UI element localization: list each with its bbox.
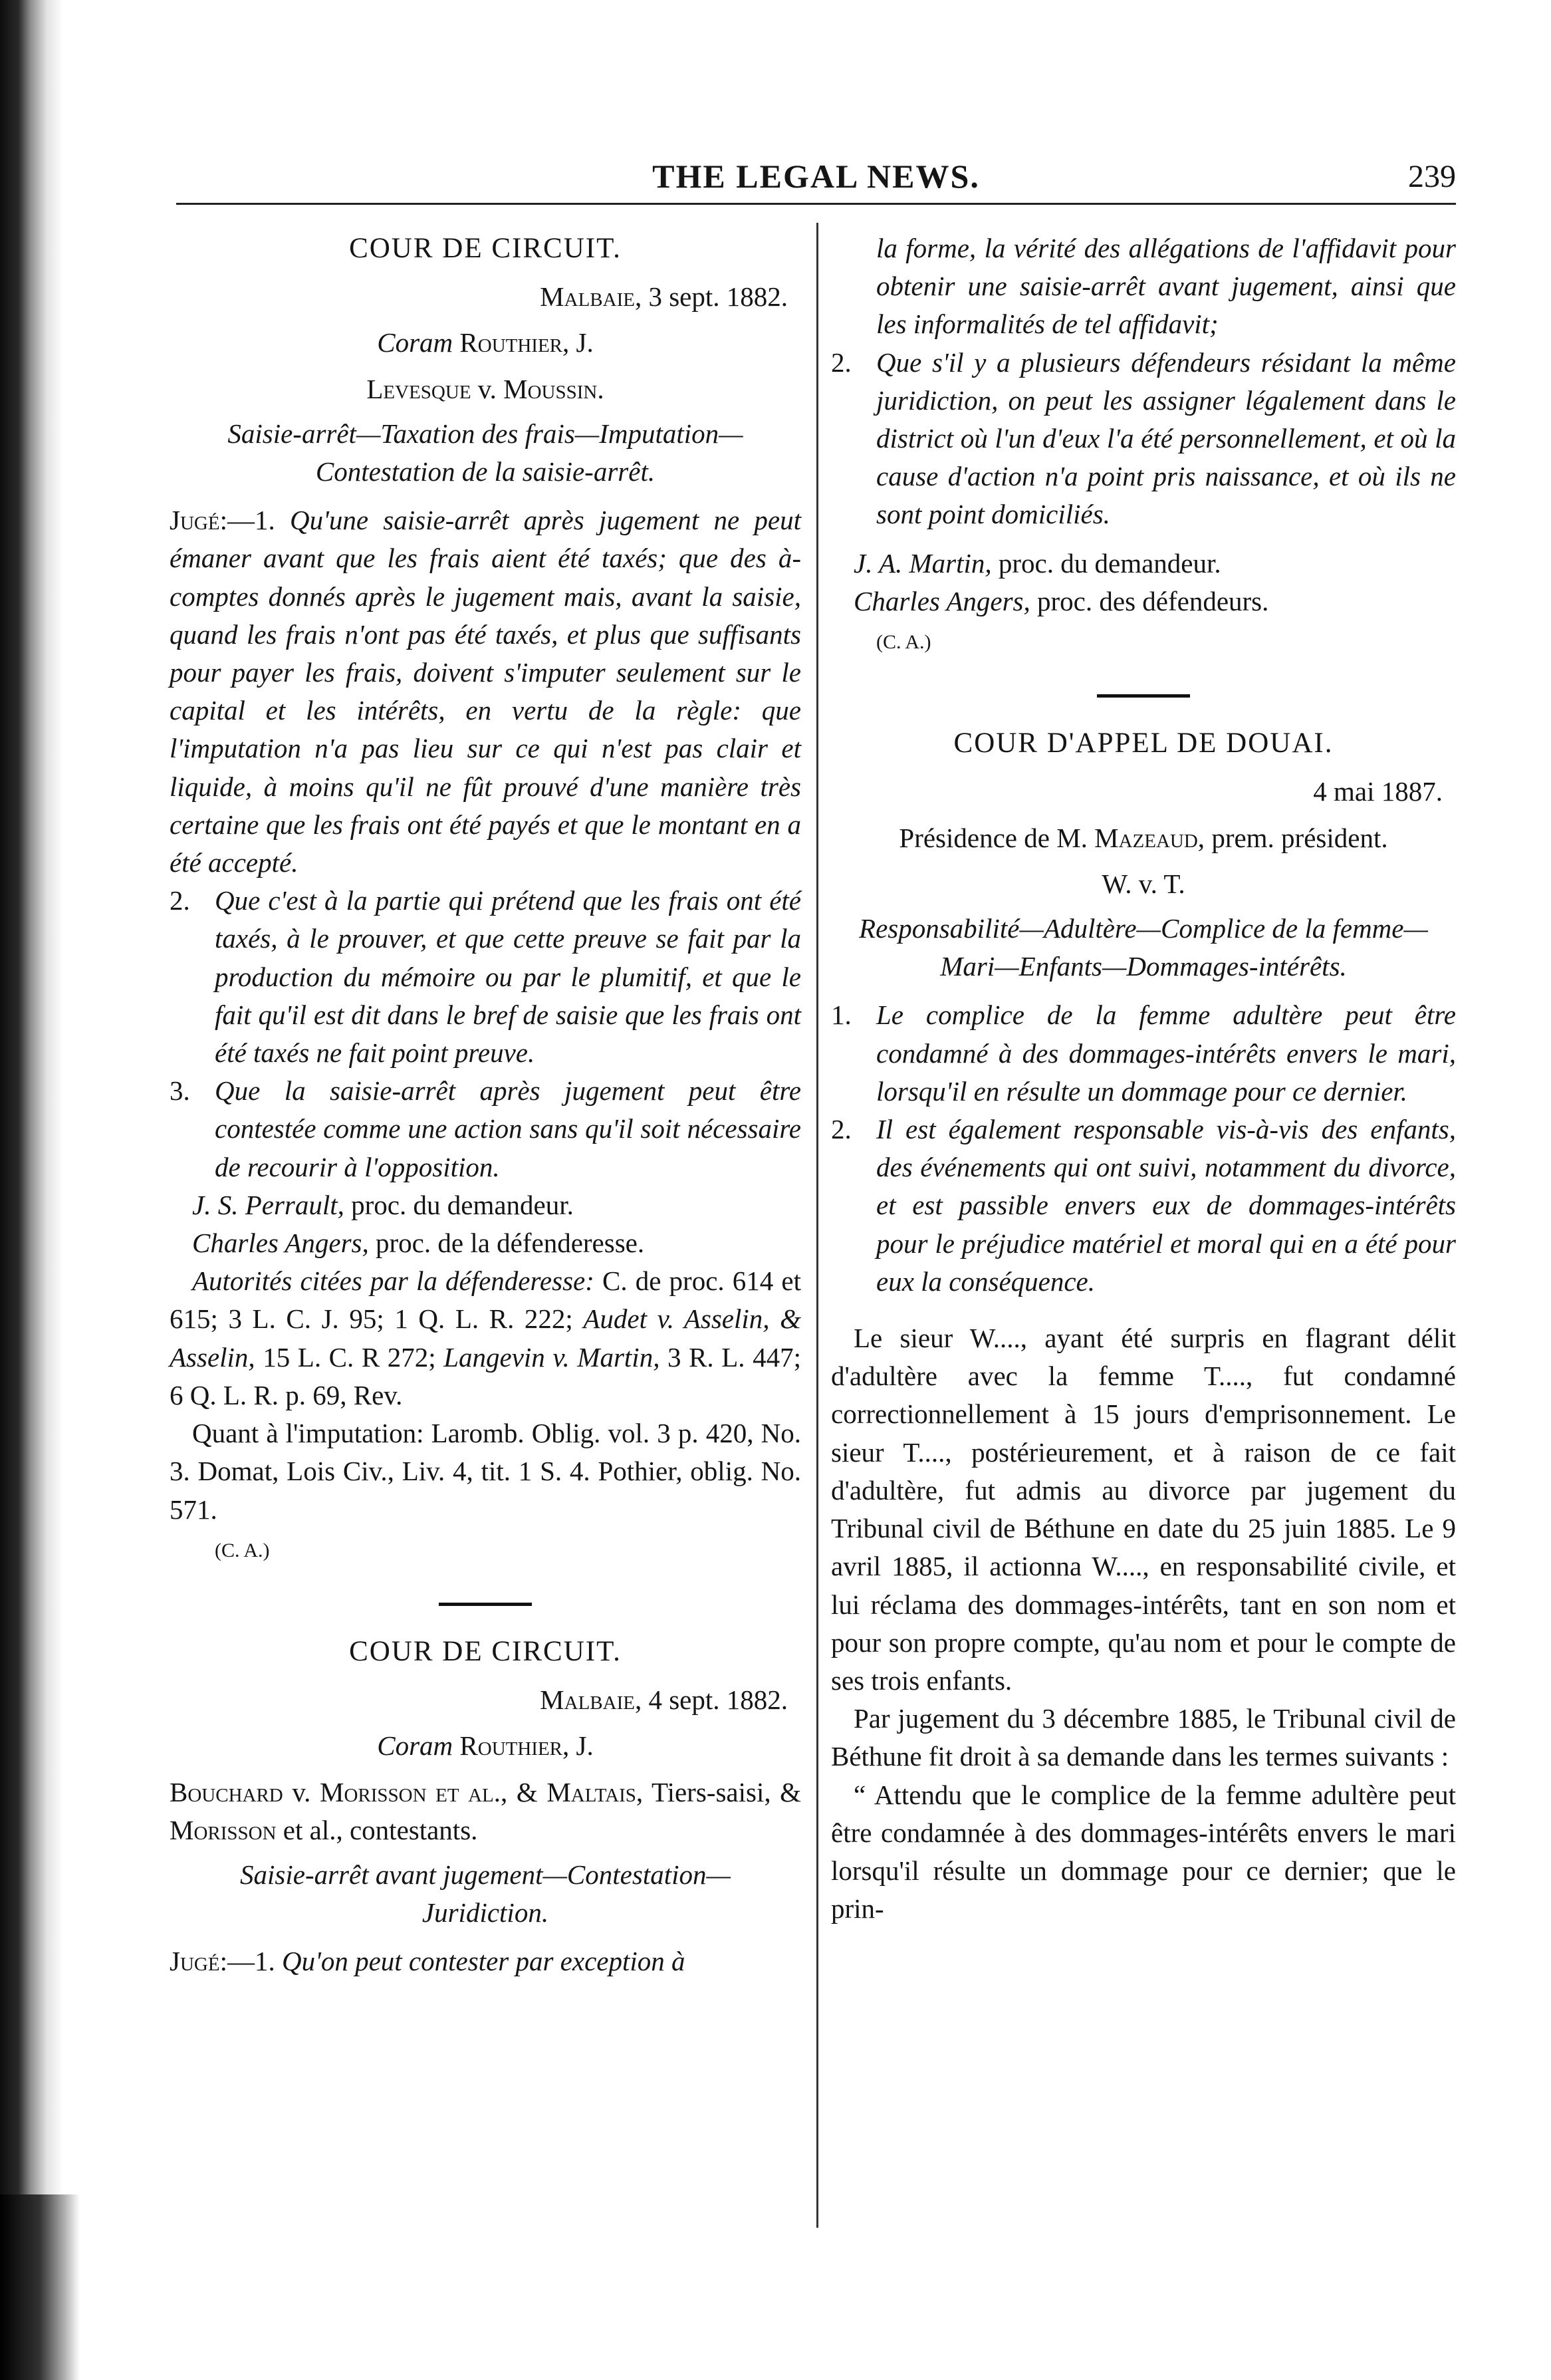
- header-rule: [176, 203, 1456, 205]
- holding-2: 2. Que s'il y a plusieurs défendeurs résidant la même juridiction, on peut les assigner légalement dans le district où l'un d'eux l'a été personnellement, et où la cause d'action n'a point pris naissance, et où ils ne sont point domiciliés.: [831, 346, 1456, 530]
- case-parties: W. v. T.: [1102, 868, 1185, 899]
- holding-1: 1. Le complice de la femme adultère peut être condamné à des dommages-intérêts envers le mari, lorsqu'il en résulte un dommage pour ce dernier.: [831, 999, 1456, 1107]
- body-paragraph: Par jugement du 3 décembre 1885, le Tribunal civil de Béthune fit droit à sa demande dans les termes suivants :: [831, 1703, 1456, 1772]
- counsel-defendants: Charles Angers, proc. des défendeurs.: [854, 585, 1269, 616]
- holding-3: 3. Que la saisie-arrêt après jugement peut être contestée comme une action sans qu'il soit nécessaire de recourir à l'opposition.: [170, 1075, 801, 1182]
- case-parties: Levesque v. Moussin.: [366, 373, 604, 404]
- presidence-line: Présidence de M. Mazeaud, prem. président.: [899, 822, 1388, 853]
- court-heading: COUR D'APPEL DE DOUAI.: [953, 727, 1334, 759]
- case-place: Malbaie,: [540, 281, 642, 313]
- body-paragraph: “ Attendu que le complice de la femme adultère peut être condamnée à des dommages-intérêts envers le mari lorsqu'il résulte un dommage pour ce dernier; que le prin-: [831, 1779, 1456, 1924]
- section-rule: [1097, 694, 1190, 698]
- court-heading: COUR DE CIRCUIT.: [349, 233, 622, 264]
- right-column: [831, 229, 1456, 1928]
- ca-initials: (C. A.): [876, 631, 931, 654]
- holding-1-continued: la forme, la vérité des allégations de l'affidavit pour obtenir une saisie-arrêt avant jugement, ainsi que les informalités de tel affidavit;: [876, 233, 1456, 340]
- case-date: 4 mai 1887.: [1313, 776, 1443, 807]
- page-header: [176, 152, 1456, 205]
- body-paragraph: Le sieur W...., ayant été surpris en flagrant délit d'adultère avec la femme T...., fut condamné correctionnellement à 15 jours d'emprisonnement. Le sieur T...., postérieurement, et à raison de ce fait d'adultère, fut admis au divorce par jugement du Tribunal civil de Béthune en date du 25 juin 1885. Le 9 avril 1885, il actionna W...., en responsabilité civile, et lui réclama des dommages-intérêts, tant en son nom et pour son propre compte, qu'au nom et pour le compte de ses trois enfants.: [831, 1323, 1456, 1696]
- case-date: 3 sept. 1882.: [648, 281, 788, 313]
- imputation-note: Quant à l'imputation: Laromb. Oblig. vol. 3 p. 420, No. 3. Domat, Lois Civ., Liv. 4, tit. 1 S. 4. Pothier, oblig. No. 571.: [170, 1418, 801, 1525]
- case-date-line: Malbaie, 4 sept. 1882.: [540, 1684, 788, 1716]
- left-column: [170, 229, 801, 1981]
- holding-2: 2. Que c'est à la partie qui prétend que les frais ont été taxés, à le prouver, et que cette preuve se fait par la production du mémoire ou par le plumitif, et que le fait qu'il est dit dans le bref de saisie que les frais ont été taxés ne fait point preuve.: [170, 885, 801, 1069]
- case-subject: Saisie-arrêt avant jugement—Contestation—Juridiction.: [240, 1859, 731, 1928]
- holding-1: Jugé:—1. Qu'une saisie-arrêt après jugement ne peut émaner avant que les frais aient été taxés; que des à-comptes donnés après le jugement mais, avant la saisie, quand les frais n'ont pas été taxés, et plus que suffisants pour payer les frais, doivent s'imputer seulement sur le capital et les intérêts, en vertu de la règle: que l'imputation n'a pas lieu sur ce qui n'est pas clair et liquide, à moins qu'il ne fût prouvé d'une manière très certaine que les frais ont été payés et que le montant en a été accepté.: [170, 505, 801, 878]
- counsel-defendant: Charles Angers, proc. de la défenderesse.: [192, 1228, 645, 1259]
- running-title: THE LEGAL NEWS.: [652, 158, 980, 195]
- coram-line: Coram Routhier, J.: [377, 327, 594, 358]
- scan-edge-shadow-bottom: [0, 2194, 80, 2380]
- authorities: Autorités citées par la défenderesse: C. de proc. 614 et 615; 3 L. C. J. 95; 1 Q. L. R. 222; Audet v. Asselin, & Asselin, 15 L. C. R 272; Langevin v. Martin, 3 R. L. 447; 6 Q. L. R. p. 69, Rev.: [170, 1265, 801, 1410]
- counsel-plaintiff: J. A. Martin, proc. du demandeur.: [854, 547, 1221, 579]
- holding-1: Jugé:—1. Qu'on peut contester par exception à: [170, 1946, 685, 1977]
- court-heading: COUR DE CIRCUIT.: [349, 1635, 622, 1667]
- counsel-plaintiff: J. S. Perrault, proc. du demandeur.: [192, 1189, 574, 1220]
- judge-name: Routhier,: [459, 327, 570, 358]
- page-number: 239: [1408, 159, 1456, 194]
- ca-initials: (C. A.): [215, 1539, 270, 1561]
- case-subject: Saisie-arrêt—Taxation des frais—Imputation—Contestation de la saisie-arrêt.: [227, 418, 743, 487]
- column-divider: [816, 223, 818, 2228]
- case-subject: Responsabilité—Adultère—Complice de la femme—Mari—Enfants—Dommages-intérêts.: [859, 913, 1428, 982]
- case-date-line: [170, 278, 801, 316]
- coram-line: Coram Routhier, J.: [377, 1730, 594, 1762]
- section-rule: [439, 1603, 532, 1606]
- case-parties: Bouchard v. Morisson et al., & Maltais, Tiers-saisi, & Morisson et al., contestants.: [170, 1776, 802, 1845]
- holding-2: 2. Il est également responsable vis-à-vis des enfants, des événements qui ont suivi, notamment du divorce, et est passible envers eux de dommages-intérêts pour le préjudice matériel et moral qui en a été pour eux la conséquence.: [831, 1114, 1456, 1297]
- scan-edge-shadow: [0, 0, 63, 2380]
